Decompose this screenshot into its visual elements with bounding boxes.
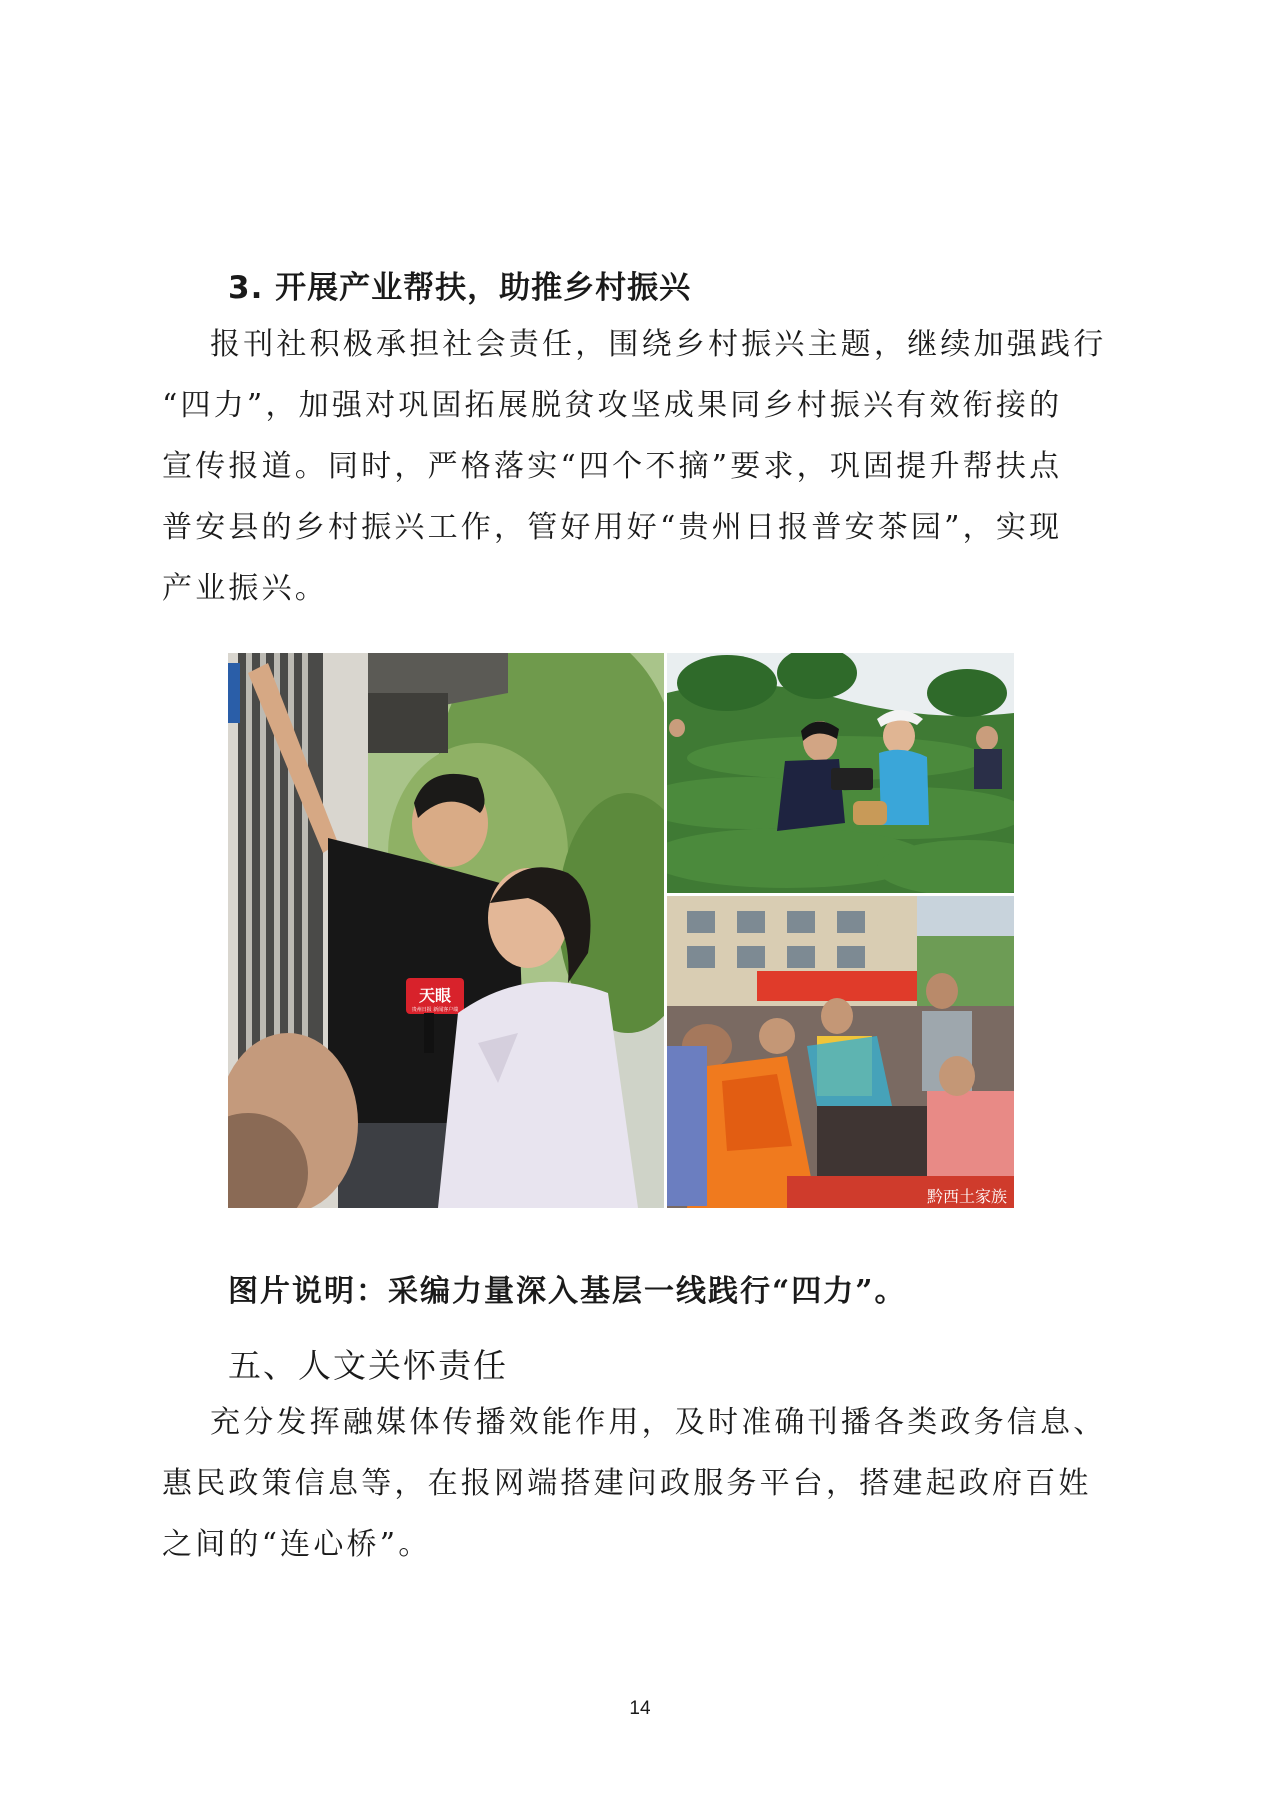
boat-banner-text: 黔西土家族	[926, 1187, 1008, 1206]
paragraph-line: 充分发挥融媒体传播效能作用，及时准确刊播各类政务信息、	[210, 1405, 1107, 1440]
photo-interview-illustration	[228, 653, 664, 1208]
mic-sub-label: 贵州日报 新闻客户端	[411, 1007, 459, 1013]
photo-rescue-crowd	[667, 896, 1014, 1208]
mic-brand-label: 天眼	[418, 986, 452, 1005]
paragraph-line: 之间的“连心桥”。	[162, 1527, 432, 1562]
image-caption: 图片说明：采编力量深入基层一线践行“四力”。	[228, 1274, 907, 1309]
paragraph-line: 普安县的乡村振兴工作，管好用好“贵州日报普安茶园”，实现	[162, 510, 1063, 545]
section-5-paragraph	[162, 1392, 1137, 1575]
paragraph-line: 报刊社积极承担社会责任，围绕乡村振兴主题，继续加强践行	[210, 327, 1107, 362]
paragraph-line: 惠民政策信息等，在报网端搭建问政服务平台，搭建起政府百姓	[162, 1466, 1092, 1501]
section-3-paragraph	[162, 314, 1137, 619]
paragraph-line: “四力”，加强对巩固拓展脱贫攻坚成果同乡村振兴有效衔接的	[162, 388, 1063, 423]
paragraph-line: 宣传报道。同时，严格落实“四个不摘”要求，巩固提升帮扶点	[162, 449, 1063, 484]
photo-tea-garden	[667, 653, 1014, 893]
photo-rescue-crowd-illustration	[667, 896, 1014, 1208]
photo-tea-garden-illustration	[667, 653, 1014, 893]
section-3-heading: 3. 开展产业帮扶，助推乡村振兴	[228, 270, 692, 306]
photo-interview	[228, 653, 664, 1208]
paragraph-line: 产业振兴。	[162, 571, 328, 606]
section-5-heading: 五、人文关怀责任	[228, 1346, 508, 1385]
page-number: 14	[629, 1698, 651, 1719]
